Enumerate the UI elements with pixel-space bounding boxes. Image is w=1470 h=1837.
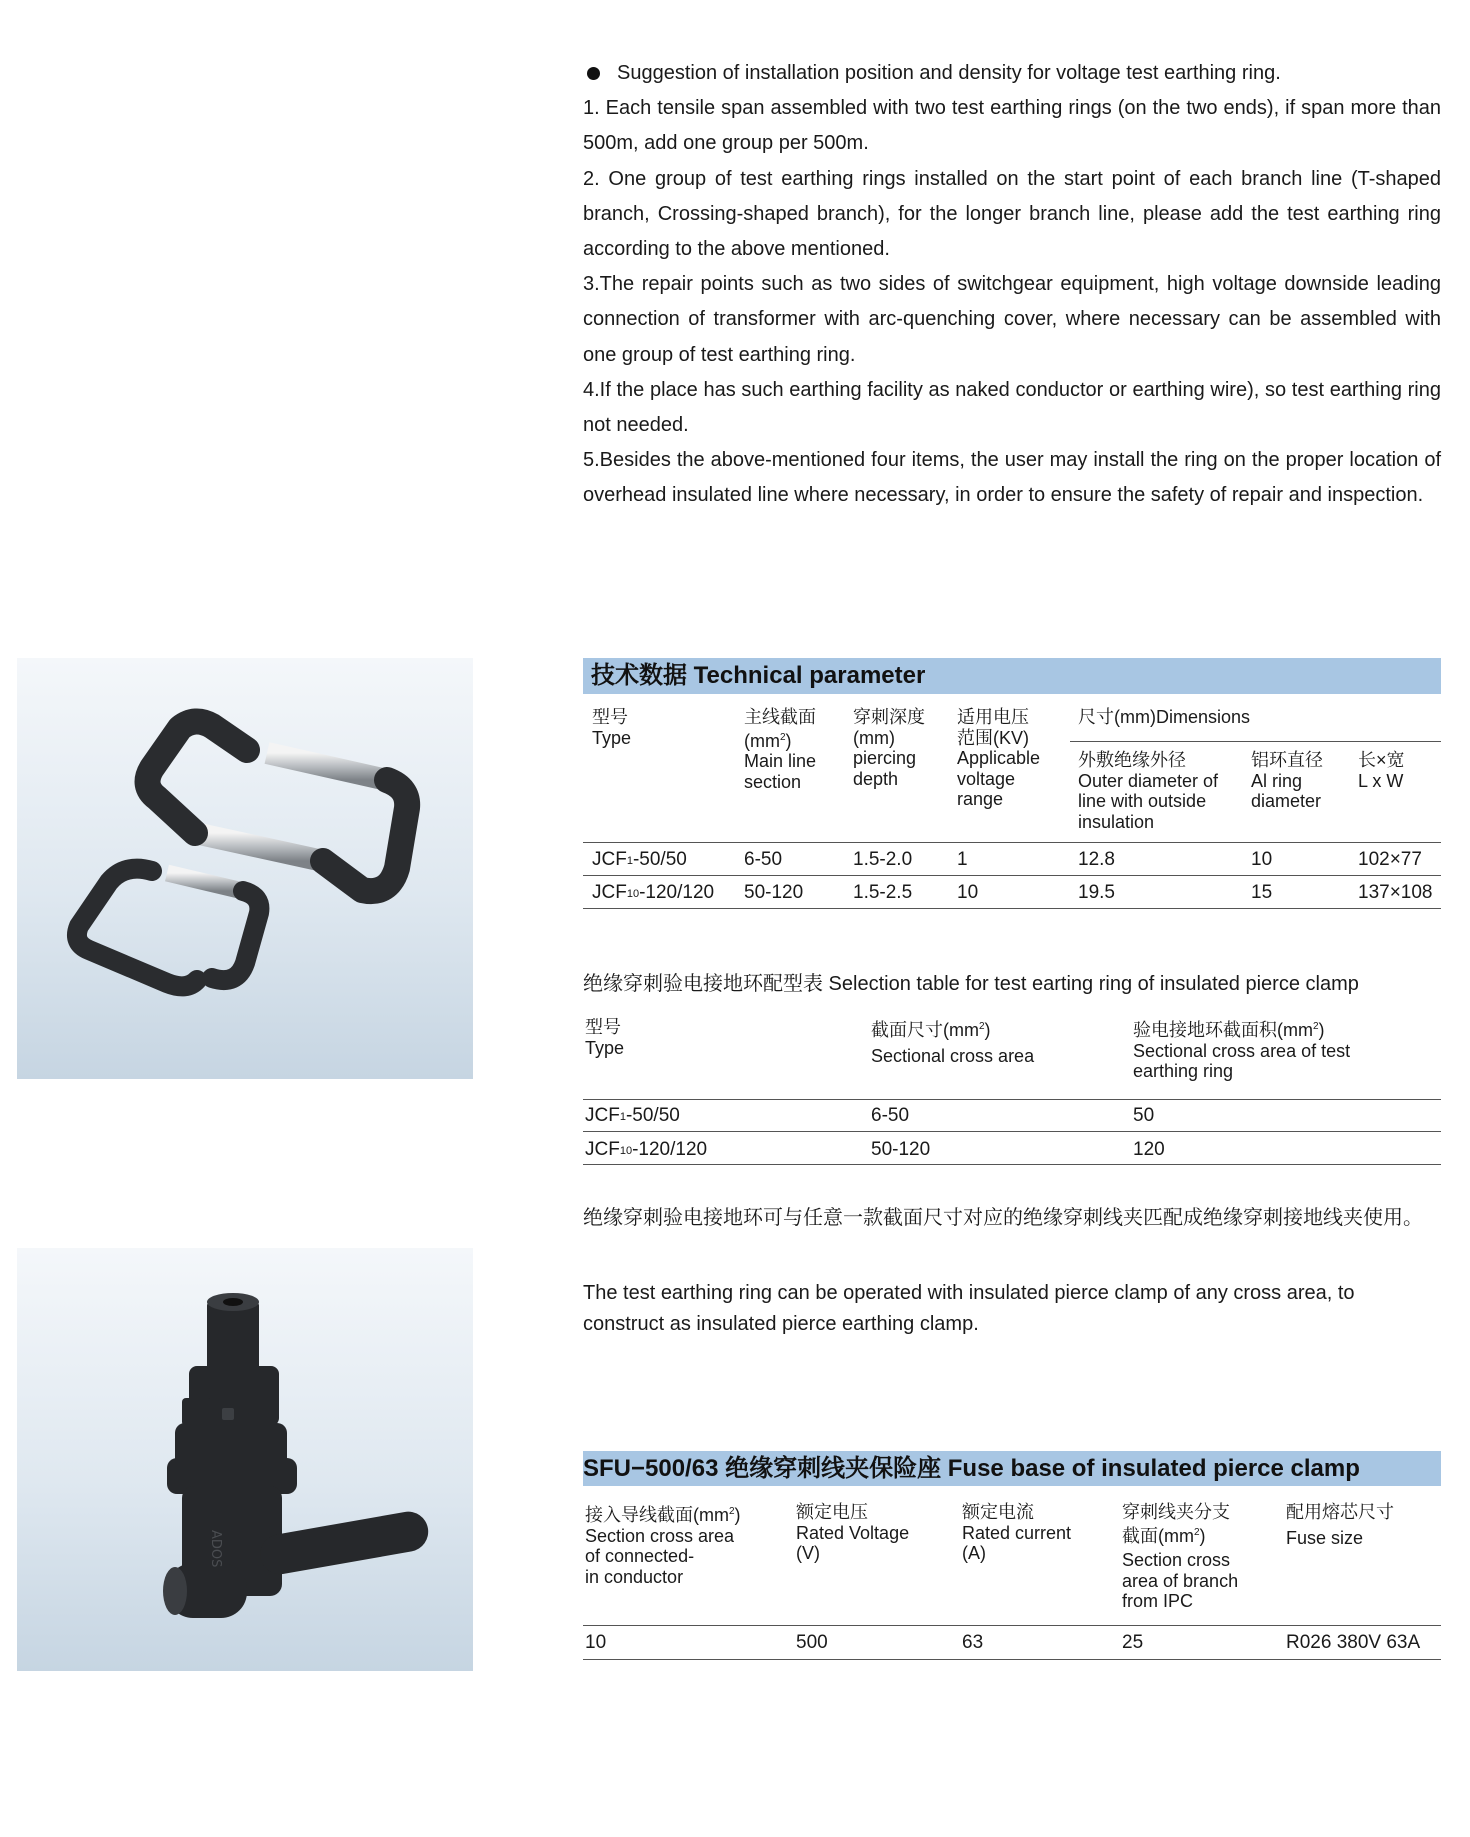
tp-row-2-pierce: 1.5-2.5: [853, 882, 913, 903]
fb-row-branch: 25: [1122, 1632, 1144, 1653]
tp-col-type: 型号 Type: [592, 707, 632, 748]
fuse-base-header: SFU−500/63 绝缘穿刺线夹保险座 Fuse base of insulated pierce clamp: [583, 1451, 1441, 1486]
fb-col-connected-section: 接入导线截面$(mm^2)$ Section cross area of connected- in conductor: [585, 1505, 741, 1587]
intro-item-3: 3.The repair points such as two sides of switchgear equipment, high voltage downside leading connection of transformer with arc-quenching cover, where necessary can be assembled with one group of test earthing ring.: [583, 273, 1441, 366]
selection-table-title: 绝缘穿刺验电接地环配型表 Selection table for test earting ring of insulated pierce clamp: [583, 973, 1359, 995]
large-ring-icon: [148, 721, 408, 891]
intro-item-1: 1. Each tensile span assembled with two test earthing rings (on the two ends), if span more than 500m, add one group per 500m.: [583, 97, 1441, 155]
sel-bottom-rule: [583, 1164, 1441, 1165]
compatibility-note-cn: 绝缘穿刺验电接地环可与任意一款截面尺寸对应的绝缘穿刺线夹匹配成绝缘穿刺接地线夹使用。: [583, 1207, 1423, 1229]
intro-item-4: 4.If the place has such earthing facility as naked conductor or earthing wire), so test earthing ring not needed.: [583, 378, 1441, 437]
fb-row-fuse-size: R026 380V 63A: [1286, 1632, 1421, 1653]
fb-row-voltage: 500: [796, 1632, 828, 1653]
tp-col-dimensions: 尺寸(mm)Dimensions: [1078, 707, 1251, 727]
intro-item-2: 2. One group of test earthing rings installed on the start point of each branch line (T-shaped branch, Crossing-shaped branch), for the longer branch line, please add the test earthing ring according to the above mentioned.: [583, 167, 1441, 261]
intro-bullet: Suggestion of installation position and density for voltage test earthing ring.: [583, 56, 1441, 91]
tp-col-piercing-depth: 穿刺深度 (mm) piercing depth: [853, 707, 925, 789]
dimensions-divider: [1070, 741, 1441, 742]
tp-row-1-main: 6-50: [744, 849, 783, 870]
tp-row-2-main: 50-120: [744, 882, 804, 903]
fuse-base-mark: ADOS: [208, 1530, 223, 1568]
tp-bottom-rule: [583, 908, 1441, 909]
fb-col-fuse-size: 配用熔芯尺寸 Fuse size: [1286, 1502, 1394, 1548]
tp-row-2-lw: 137×108: [1358, 882, 1433, 903]
tp-row-2-al: 15: [1251, 882, 1273, 903]
tp-row-divider: [583, 875, 1441, 876]
fuse-base-illustration: [17, 1248, 473, 1671]
fuse-base-icon: [163, 1293, 431, 1618]
tp-row-1-al: 10: [1251, 849, 1273, 870]
sel-row-2-area: 50-120: [871, 1139, 931, 1160]
intro-item-5: 5.Besides the above-mentioned four items, the user may install the ring on the proper location of overhead insulated line where necessary, in order to ensure the safety of repair and inspection.: [583, 449, 1441, 507]
tp-col-voltage-range: 适用电压 范围(KV) Applicable voltage range: [957, 707, 1041, 809]
tp-col-al-ring: 铝环直径 Al ring diameter: [1251, 750, 1323, 811]
tp-col-main-section: 主线截面 $(mm^2)$ Main line section: [744, 707, 817, 792]
earthing-ring-photo: [17, 658, 473, 1079]
sel-row-2-ring: 120: [1133, 1139, 1165, 1160]
compatibility-note-en: The test earthing ring can be operated with insulated pierce clamp of any cross area, to construct as insulated pierce earthing clamp.: [583, 1282, 1355, 1335]
technical-parameter-header: 技术数据 Technical parameter: [583, 658, 1441, 694]
fb-row-current: 63: [962, 1632, 984, 1653]
fb-bottom-rule: [583, 1659, 1441, 1660]
tp-row-2-type: JCF10-120/120: [592, 882, 715, 903]
small-ring-icon: [77, 869, 259, 987]
sel-header-divider: [583, 1099, 1441, 1100]
earthing-ring-illustration: [17, 658, 473, 1079]
sel-row-1-ring: 50: [1133, 1105, 1155, 1126]
sel-row-1-type: JCF1-50/50: [585, 1105, 680, 1126]
fb-header-divider: [583, 1625, 1441, 1626]
sel-row-divider: [583, 1131, 1441, 1132]
bullet-icon: [587, 67, 600, 80]
fb-col-branch-section: 穿刺线夹分支 截面$(mm^2)$ Section cross area of branch from IPC: [1122, 1502, 1239, 1611]
tp-row-1-outer: 12.8: [1078, 849, 1115, 870]
sel-row-2-type: JCF10-120/120: [585, 1139, 708, 1160]
sel-col-ring-area: 验电接地环截面积$(mm^2)$ Sectional cross area of test earthing ring: [1133, 1020, 1351, 1081]
tp-col-lxw: 长×宽 L x W: [1358, 750, 1405, 791]
tp-row-2-outer: 19.5: [1078, 882, 1115, 903]
tp-row-2-volt: 10: [957, 882, 979, 903]
fb-row-connected: 10: [585, 1632, 607, 1653]
fb-col-rated-current: 额定电流 Rated current (A): [962, 1502, 1072, 1563]
tp-header-divider: [583, 842, 1441, 843]
tp-row-1-volt: 1: [957, 849, 968, 870]
sel-col-type: 型号 Type: [585, 1017, 625, 1058]
tp-row-1-type: JCF1-50/50: [592, 849, 687, 870]
tp-row-1-lw: 102×77: [1358, 849, 1422, 870]
sel-row-1-area: 6-50: [871, 1105, 910, 1126]
sel-col-area: 截面尺寸$(mm^2)$ Sectional cross area: [871, 1020, 1035, 1066]
fuse-base-photo: [17, 1248, 473, 1671]
tp-col-outer-diameter: 外敷绝缘外径 Outer diameter of line with outside insulation: [1078, 750, 1219, 832]
fb-col-rated-voltage: 额定电压 Rated Voltage (V): [796, 1502, 910, 1563]
intro-text: [583, 56, 1441, 514]
tp-row-1-pierce: 1.5-2.0: [853, 849, 913, 870]
